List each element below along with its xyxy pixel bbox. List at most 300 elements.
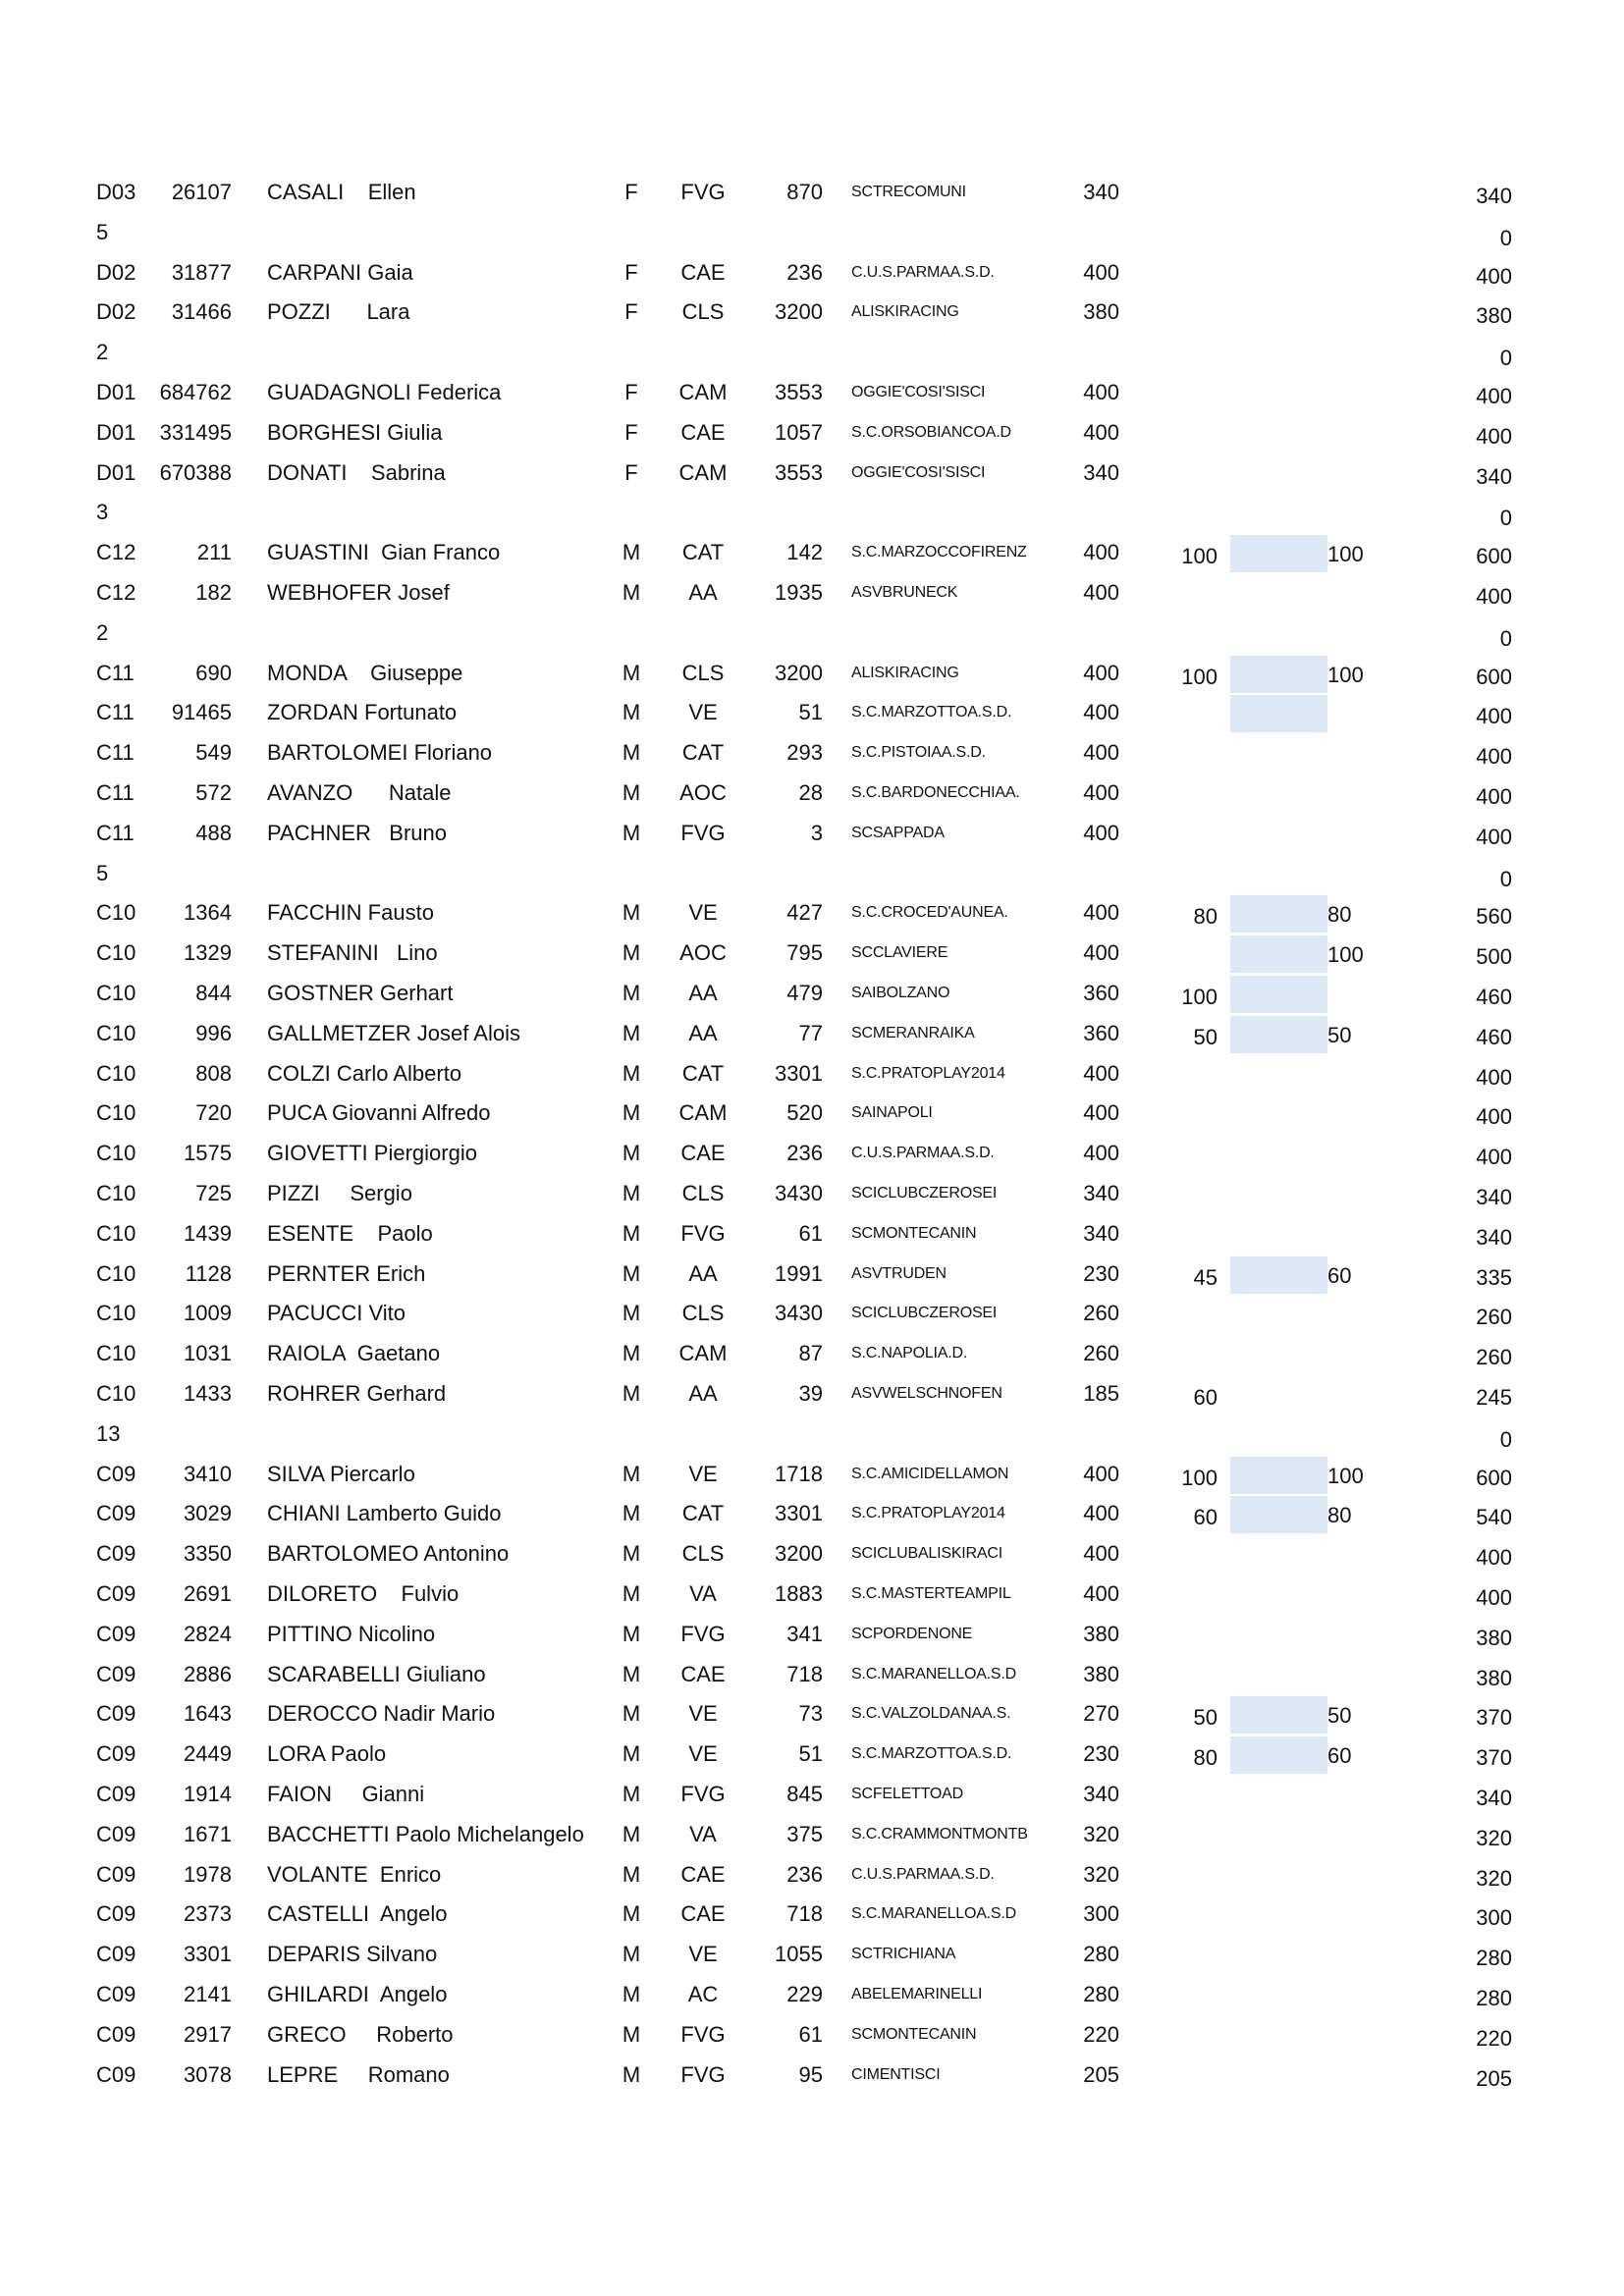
points-1: 205 — [1083, 2061, 1119, 2087]
sex: M — [622, 1341, 641, 1366]
sex: M — [622, 1181, 641, 1205]
points-2: 100 — [1181, 544, 1218, 569]
region: CAE — [680, 1861, 726, 1887]
total-points: 500 — [1476, 944, 1512, 970]
category-code: C10 — [96, 1141, 136, 1166]
table-row — [0, 934, 1624, 973]
club-name: ALISKIRACING — [851, 303, 959, 321]
athlete-code: 2824 — [184, 1621, 232, 1646]
points-3: 100 — [1327, 542, 1364, 567]
athlete-code: 3350 — [184, 1541, 232, 1567]
total-points: 320 — [1476, 1865, 1512, 1891]
region: CAT — [681, 1060, 725, 1086]
category-count-row — [0, 333, 1624, 372]
athlete-code: 2373 — [184, 1901, 232, 1927]
region: CAE — [680, 1141, 726, 1166]
club-name: S.C.VALZOLDANAA.S. — [851, 1705, 1011, 1723]
points-3: 80 — [1327, 902, 1352, 928]
athlete-code: 1439 — [184, 1220, 232, 1246]
club-name: S.C.MARZOTTOA.S.D. — [851, 1745, 1012, 1763]
points-2: 80 — [1193, 904, 1218, 930]
category-code: C10 — [96, 1020, 136, 1045]
club-name: SCPORDENONE — [851, 1625, 973, 1642]
table-row — [0, 693, 1624, 732]
club-code: 95 — [798, 2061, 823, 2087]
table-row — [0, 1655, 1624, 1694]
region: CAE — [680, 1901, 726, 1927]
athlete-code: 1329 — [184, 940, 232, 966]
sex: M — [622, 1621, 641, 1646]
points-2: 100 — [1181, 664, 1218, 689]
athlete-name: DILORETO Fulvio — [267, 1581, 460, 1606]
table-row — [0, 413, 1624, 453]
category-count: 5 — [96, 860, 109, 885]
points-1: 400 — [1083, 660, 1119, 685]
total-points: 340 — [1476, 1786, 1512, 1810]
sex: M — [622, 1661, 641, 1686]
sex: M — [622, 1821, 641, 1846]
club-code: 520 — [786, 1100, 823, 1126]
athlete-code: 31877 — [171, 259, 232, 285]
club-name: S.C.NAPOLIA.D. — [851, 1345, 968, 1362]
club-code: 870 — [786, 180, 823, 204]
region: FVG — [680, 2061, 726, 2087]
category-code: C09 — [96, 2061, 136, 2087]
sex: M — [622, 1060, 641, 1086]
club-name: OGGIE'COSI'SISCI — [851, 384, 986, 400]
region: CLS — [681, 1541, 725, 1567]
region: CAM — [678, 459, 728, 485]
sex: M — [622, 580, 641, 605]
total-points: 280 — [1476, 1986, 1512, 2010]
points-1: 400 — [1083, 780, 1119, 805]
club-name: SCSAPPADA — [851, 824, 945, 841]
athlete-code: 2691 — [184, 1581, 232, 1606]
table-row — [0, 1534, 1624, 1574]
table-row — [0, 533, 1624, 572]
total-points: 400 — [1476, 1064, 1512, 1090]
athlete-name: BARTOLOMEO Antonino — [267, 1541, 510, 1567]
total-points: 600 — [1476, 1465, 1512, 1490]
athlete-code: 31466 — [171, 299, 232, 325]
points-1: 230 — [1083, 1260, 1119, 1286]
points-1: 400 — [1083, 1501, 1119, 1526]
athlete-name: LORA Paolo — [267, 1741, 387, 1767]
points-2: 100 — [1181, 1465, 1218, 1490]
region: VE — [688, 1701, 718, 1727]
sex: M — [622, 1301, 641, 1326]
table-row — [0, 774, 1624, 813]
total-points: 320 — [1476, 1825, 1512, 1850]
total-points: 340 — [1476, 463, 1512, 489]
category-code: C09 — [96, 1861, 136, 1887]
total-points: 400 — [1476, 824, 1512, 849]
club-code: 1055 — [775, 1942, 823, 1967]
athlete-code: 3410 — [184, 1461, 232, 1486]
club-name: SCICLUBCZEROSEI — [851, 1185, 998, 1201]
category-code: C10 — [96, 1181, 136, 1205]
total-points: 400 — [1476, 1545, 1512, 1571]
table-row — [0, 1455, 1624, 1494]
table-row — [0, 1694, 1624, 1734]
table-row — [0, 1494, 1624, 1533]
region: FVG — [680, 180, 726, 204]
points-1: 380 — [1083, 1661, 1119, 1686]
club-code: 73 — [798, 1701, 823, 1727]
table-row — [0, 293, 1624, 332]
total-points: 370 — [1476, 1705, 1512, 1731]
sex: M — [622, 1861, 641, 1887]
category-count: 2 — [96, 340, 109, 365]
club-name: S.C.MARANELLOA.S.D — [851, 1665, 1017, 1682]
club-code: 845 — [786, 1782, 823, 1806]
category-code: C10 — [96, 1100, 136, 1126]
athlete-code: 844 — [195, 981, 232, 1005]
sex: M — [622, 1982, 641, 2006]
region: AOC — [679, 940, 727, 966]
sex: F — [624, 299, 638, 325]
points-3: 50 — [1327, 1022, 1352, 1047]
table-row — [0, 253, 1624, 293]
region: CAE — [680, 419, 726, 445]
points-3: 100 — [1327, 662, 1364, 687]
category-code: C09 — [96, 1661, 136, 1686]
region: CLS — [681, 299, 725, 325]
club-code: 236 — [786, 1141, 823, 1166]
category-code: C09 — [96, 1942, 136, 1967]
table-row — [0, 1615, 1624, 1654]
club-name: S.C.MARZOCCOFIRENZ — [851, 544, 1027, 561]
table-row — [0, 654, 1624, 693]
athlete-code: 182 — [195, 580, 232, 605]
athlete-name: GIOVETTI Piergiorgio — [267, 1141, 477, 1166]
table-row — [0, 1935, 1624, 1974]
region: AA — [688, 580, 718, 605]
category-code: C10 — [96, 1260, 136, 1286]
points-1: 400 — [1083, 419, 1119, 445]
club-code: 1883 — [775, 1581, 823, 1606]
points-2: 60 — [1193, 1505, 1218, 1530]
category-count-row — [0, 1415, 1624, 1454]
club-code: 229 — [786, 1982, 823, 2006]
club-code: 479 — [786, 981, 823, 1005]
athlete-code: 549 — [195, 740, 232, 766]
table-row — [0, 173, 1624, 212]
total-points: 400 — [1476, 384, 1512, 408]
total-points: 400 — [1476, 1585, 1512, 1610]
points-3: 60 — [1327, 1262, 1352, 1288]
total-points: 245 — [1476, 1385, 1512, 1410]
athlete-name: CASTELLI Angelo — [267, 1901, 448, 1927]
club-name: S.C.ORSOBIANCOA.D — [851, 423, 1011, 441]
sex: F — [624, 180, 638, 204]
region: CAE — [680, 259, 726, 285]
athlete-code: 684762 — [159, 380, 232, 404]
club-code: 39 — [798, 1381, 823, 1406]
total-points: 560 — [1476, 904, 1512, 930]
category-count-row — [0, 614, 1624, 653]
club-name: ASVBRUNECK — [851, 584, 958, 601]
table-row — [0, 1575, 1624, 1614]
athlete-code: 1031 — [184, 1341, 232, 1366]
athlete-name: DEPARIS Silvano — [267, 1942, 438, 1967]
athlete-name: ROHRER Gerhard — [267, 1381, 447, 1406]
club-code: 3553 — [775, 459, 823, 485]
club-code: 51 — [798, 700, 823, 725]
sex: M — [622, 2061, 641, 2087]
sex: M — [622, 1901, 641, 1927]
category-code: C10 — [96, 1381, 136, 1406]
total-points: 370 — [1476, 1745, 1512, 1771]
athlete-name: LEPRE Romano — [267, 2061, 450, 2087]
club-name: OGGIE'COSI'SISCI — [851, 463, 986, 481]
total-points: 340 — [1476, 1185, 1512, 1209]
category-code: C10 — [96, 981, 136, 1005]
athlete-name: FAION Gianni — [267, 1782, 425, 1806]
region: CAT — [681, 740, 725, 766]
category-code: C10 — [96, 1060, 136, 1086]
athlete-name: GHILARDI Angelo — [267, 1982, 448, 2006]
table-row — [0, 1134, 1624, 1173]
table-row — [0, 1975, 1624, 2014]
region: AA — [688, 981, 718, 1005]
athlete-name: VOLANTE Enrico — [267, 1861, 442, 1887]
club-code: 795 — [786, 940, 823, 966]
sex: M — [622, 1581, 641, 1606]
athlete-name: DEROCCO Nadir Mario — [267, 1701, 496, 1727]
total-points: 380 — [1476, 303, 1512, 329]
athlete-code: 1009 — [184, 1301, 232, 1326]
club-name: S.C.PISTOIAA.S.D. — [851, 744, 986, 762]
points-3: 100 — [1327, 942, 1364, 968]
points-1: 280 — [1083, 1982, 1119, 2006]
athlete-name: BARTOLOMEI Floriano — [267, 740, 493, 766]
category-code: C09 — [96, 1501, 136, 1526]
sex: M — [622, 2021, 641, 2047]
table-row — [0, 2056, 1624, 2095]
athlete-code: 1914 — [184, 1782, 232, 1806]
category-count: 3 — [96, 500, 109, 525]
total-points: 380 — [1476, 1665, 1512, 1690]
athlete-code: 211 — [196, 540, 232, 565]
category-code: C12 — [96, 580, 136, 605]
club-code: 427 — [786, 900, 823, 926]
sex: M — [622, 981, 641, 1005]
sex: M — [622, 660, 641, 685]
sex: M — [622, 1220, 641, 1246]
club-name: SCICLUBCZEROSEI — [851, 1305, 998, 1322]
club-name: ALISKIRACING — [851, 664, 959, 681]
total-points: 540 — [1476, 1505, 1512, 1530]
total-points: 260 — [1476, 1305, 1512, 1330]
club-name: C.U.S.PARMAA.S.D. — [851, 1145, 995, 1162]
club-code: 3301 — [775, 1060, 823, 1086]
total-points: 460 — [1476, 1024, 1512, 1049]
club-name: ABELEMARINELLI — [851, 1986, 983, 2002]
category-code: C11 — [96, 700, 135, 725]
category-code: C09 — [96, 1621, 136, 1646]
table-row — [0, 893, 1624, 933]
points-1: 280 — [1083, 1942, 1119, 1967]
total-points: 600 — [1476, 544, 1512, 569]
table-row — [0, 1735, 1624, 1774]
club-code: 51 — [798, 1741, 823, 1767]
total-points: 220 — [1476, 2025, 1512, 2051]
category-count: 5 — [96, 219, 109, 244]
points-1: 260 — [1083, 1341, 1119, 1366]
region: FVG — [680, 820, 726, 845]
sex: F — [624, 380, 638, 404]
total-points: 260 — [1476, 1345, 1512, 1370]
region: CAE — [680, 1661, 726, 1686]
club-name: SCTRECOMUNI — [851, 184, 966, 200]
region: VE — [688, 1461, 718, 1486]
region: CAM — [678, 1341, 728, 1366]
athlete-name: PIZZI Sergio — [267, 1181, 412, 1205]
table-row — [0, 2015, 1624, 2055]
total-points: 400 — [1476, 704, 1512, 729]
sex: M — [622, 1942, 641, 1967]
region: AA — [688, 1020, 718, 1045]
points-3-cell — [1230, 895, 1352, 933]
club-name: S.C.BARDONECCHIAA. — [851, 784, 1020, 801]
club-code: 718 — [786, 1901, 823, 1927]
points-1: 400 — [1083, 940, 1119, 966]
category-code: D03 — [96, 180, 136, 204]
total-points: 280 — [1476, 1946, 1512, 1971]
sex: M — [622, 1260, 641, 1286]
points-3-cell — [1230, 1016, 1352, 1053]
athlete-code: 2886 — [184, 1661, 232, 1686]
category-code: C11 — [96, 740, 135, 766]
club-code: 3430 — [775, 1181, 823, 1205]
club-name: C.U.S.PARMAA.S.D. — [851, 1865, 995, 1883]
category-code: D01 — [96, 419, 136, 445]
table-row — [0, 1855, 1624, 1895]
athlete-code: 3029 — [184, 1501, 232, 1526]
club-code: 1935 — [775, 580, 823, 605]
region: VE — [688, 1741, 718, 1767]
club-code: 1991 — [775, 1260, 823, 1286]
club-code: 1718 — [775, 1461, 823, 1486]
club-name: SCMONTECANIN — [851, 1224, 977, 1242]
region: AOC — [679, 780, 727, 805]
athlete-code: 572 — [195, 780, 232, 805]
club-name: S.C.AMICIDELLAMON — [851, 1465, 1009, 1482]
table-row — [0, 1174, 1624, 1213]
athlete-code: 2449 — [184, 1741, 232, 1767]
club-name: CIMENTISCI — [851, 2065, 941, 2083]
points-3-cell — [1230, 935, 1364, 973]
points-1: 260 — [1083, 1301, 1119, 1326]
total-points: 340 — [1476, 184, 1512, 208]
total-points: 0 — [1499, 866, 1512, 891]
sex: M — [622, 1141, 641, 1166]
table-row — [0, 1255, 1624, 1294]
athlete-name: CARPANI Gaia — [267, 259, 413, 285]
category-code: C09 — [96, 1741, 136, 1767]
club-code: 3 — [810, 820, 823, 845]
table-row — [0, 1294, 1624, 1333]
points-1: 340 — [1083, 180, 1119, 204]
athlete-name: SCARABELLI Giuliano — [267, 1661, 486, 1686]
athlete-code: 1575 — [184, 1141, 232, 1166]
club-name: ASVTRUDEN — [851, 1264, 947, 1282]
category-code: C09 — [96, 1461, 136, 1486]
table-row — [0, 373, 1624, 412]
points-1: 400 — [1083, 380, 1119, 404]
athlete-name: CHIANI Lamberto Guido — [267, 1501, 502, 1526]
points-1: 400 — [1083, 1461, 1119, 1486]
club-name: C.U.S.PARMAA.S.D. — [851, 263, 995, 281]
points-1: 400 — [1083, 900, 1119, 926]
club-code: 77 — [798, 1020, 823, 1045]
sex: M — [622, 1541, 641, 1567]
category-code: C11 — [96, 780, 135, 805]
athlete-name: STEFANINI Lino — [267, 940, 438, 966]
points-1: 340 — [1083, 459, 1119, 485]
table-row — [0, 1094, 1624, 1133]
club-code: 341 — [786, 1621, 823, 1646]
table-row — [0, 573, 1624, 613]
points-1: 400 — [1083, 1141, 1119, 1166]
total-points: 460 — [1476, 985, 1512, 1009]
region: FVG — [680, 1220, 726, 1246]
club-name: SCMONTECANIN — [851, 2025, 977, 2043]
club-name: SCMERANRAIKA — [851, 1024, 975, 1041]
category-code: C09 — [96, 1821, 136, 1846]
athlete-name: POZZI Lara — [267, 299, 410, 325]
club-code: 142 — [786, 540, 823, 565]
region: CLS — [681, 1301, 725, 1326]
sex: F — [624, 419, 638, 445]
sex: M — [622, 1100, 641, 1126]
points-3: 60 — [1327, 1743, 1352, 1769]
athlete-name: WEBHOFER Josef — [267, 580, 450, 605]
athlete-code: 488 — [195, 820, 232, 845]
category-code: D02 — [96, 299, 136, 325]
athlete-code: 91465 — [171, 700, 232, 725]
club-code: 61 — [798, 2021, 823, 2047]
points-1: 220 — [1083, 2021, 1119, 2047]
athlete-name: GRECO Roberto — [267, 2021, 454, 2047]
athlete-name: ESENTE Paolo — [267, 1220, 433, 1246]
points-1: 380 — [1083, 1621, 1119, 1646]
region: VE — [688, 900, 718, 926]
region: CAM — [678, 1100, 728, 1126]
region: VE — [688, 1942, 718, 1967]
athlete-name: CASALI Ellen — [267, 180, 416, 204]
points-2: 50 — [1193, 1024, 1218, 1049]
region: AA — [688, 1381, 718, 1406]
points-3-cell — [1230, 1256, 1352, 1294]
points-1: 185 — [1083, 1381, 1119, 1406]
total-points: 0 — [1499, 506, 1512, 531]
total-points: 335 — [1476, 1264, 1512, 1290]
club-name: S.C.MARZOTTOA.S.D. — [851, 704, 1012, 721]
club-code: 3200 — [775, 299, 823, 325]
region: CLS — [681, 660, 725, 685]
sex: M — [622, 1381, 641, 1406]
points-2: 45 — [1193, 1264, 1218, 1290]
sex: M — [622, 780, 641, 805]
points-2: 50 — [1193, 1705, 1218, 1731]
athlete-name: SILVA Piercarlo — [267, 1461, 415, 1486]
points-3: 100 — [1327, 1463, 1364, 1488]
total-points: 340 — [1476, 1224, 1512, 1250]
club-code: 3200 — [775, 1541, 823, 1567]
points-1: 340 — [1083, 1181, 1119, 1205]
